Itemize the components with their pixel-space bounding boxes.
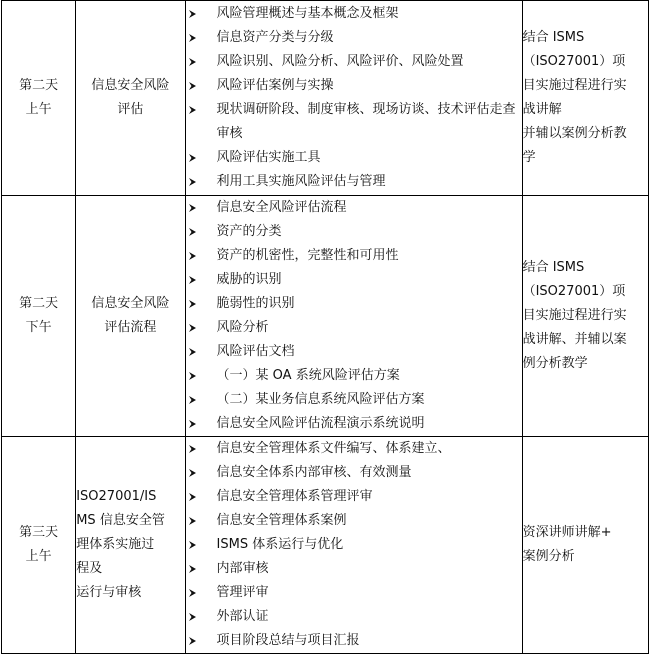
checkmark-arrow-icon — [186, 557, 200, 581]
list-item-text: 信息安全管理体系文件编写、体系建立、 — [216, 441, 451, 456]
list-item-text: 信息安全体系内部审核、有效测量 — [216, 465, 412, 480]
topic-line: 评估 — [117, 102, 144, 117]
method-line: 案例分析 — [522, 549, 575, 564]
list-item — [186, 196, 522, 220]
method-cell — [522, 196, 648, 437]
method-line: 目实施过程进行实 — [522, 308, 627, 323]
checkmark-arrow-icon — [186, 605, 200, 629]
list-item-text: 管理评审 — [216, 585, 269, 600]
list-item — [186, 605, 522, 629]
checkmark-arrow-icon — [186, 437, 200, 461]
list-item-text: 风险评估案例与实操 — [216, 78, 334, 93]
method-line: 并辅以案例分析教 — [522, 126, 627, 141]
list-item — [186, 509, 522, 533]
topic-cell — [76, 1, 185, 196]
method-line: （ISO27001）项 — [522, 54, 626, 69]
method-line: 战讲解、并辅以案 — [522, 332, 627, 347]
method-line: （ISO27001）项 — [522, 284, 626, 299]
checkmark-arrow-icon — [186, 388, 200, 412]
checkmark-arrow-icon — [186, 196, 200, 220]
list-item — [186, 146, 522, 170]
method-line: 学 — [522, 150, 536, 165]
method-line: 战讲解 — [522, 102, 562, 117]
list-item — [186, 340, 522, 364]
method-cell — [522, 437, 648, 654]
method-line: 结合 ISMS — [522, 30, 585, 45]
list-item — [186, 388, 522, 412]
topic-line: 评估流程 — [104, 320, 157, 335]
list-item-text: 威胁的识别 — [216, 272, 282, 287]
topic-line: ISO27001/IS — [76, 489, 157, 504]
list-item — [186, 629, 522, 653]
checkmark-arrow-icon — [186, 629, 200, 653]
list-item-text: 信息安全管理体系管理评审 — [216, 489, 373, 504]
checkmark-arrow-icon — [186, 50, 200, 74]
topic-line: 理体系实施过 — [76, 537, 155, 552]
list-item-text: （一）某 OA 系统风险评估方案 — [216, 368, 400, 383]
list-item — [186, 485, 522, 509]
checkmark-arrow-icon — [186, 170, 200, 194]
method-cell — [522, 1, 648, 196]
method-line: 资深讲师讲解+ — [522, 525, 612, 540]
list-item-text: 项目阶段总结与项目汇报 — [216, 633, 360, 648]
list-item-text: 风险管理概述与基本概念及框架 — [216, 6, 399, 21]
day-label: 第三天 — [19, 525, 59, 540]
checkmark-arrow-icon — [186, 412, 200, 436]
content-cell — [185, 1, 522, 196]
checkmark-arrow-icon — [186, 533, 200, 557]
list-item-text: 风险分析 — [216, 320, 269, 335]
day-label: 第二天 — [19, 296, 59, 311]
list-item — [186, 364, 522, 388]
list-item — [186, 74, 522, 98]
list-item-text: 信息安全风险评估流程演示系统说明 — [216, 416, 425, 431]
schedule-row-day3-am — [2, 437, 649, 654]
method-line: 结合 ISMS — [522, 260, 585, 275]
topic-cell — [76, 437, 185, 654]
checkmark-arrow-icon — [186, 220, 200, 244]
list-item — [186, 244, 522, 268]
list-item — [186, 557, 522, 581]
list-item-text: 现状调研阶段、制度审核、现场访谈、技术评估走查审核 — [216, 102, 516, 141]
method-line: 例分析教学 — [522, 356, 588, 371]
list-item — [186, 412, 522, 436]
list-item-text: ISMS 体系运行与优化 — [216, 537, 344, 552]
topic-line: 信息安全风险 — [91, 296, 170, 311]
list-item — [186, 316, 522, 340]
list-item — [186, 2, 522, 26]
list-item — [186, 220, 522, 244]
list-item-text: 风险评估文档 — [216, 344, 295, 359]
checkmark-arrow-icon — [186, 340, 200, 364]
checkmark-arrow-icon — [186, 509, 200, 533]
day-cell — [2, 1, 76, 196]
checkmark-arrow-icon — [186, 316, 200, 340]
schedule-row-day2-am — [2, 1, 649, 196]
checkmark-arrow-icon — [186, 581, 200, 605]
list-item — [186, 461, 522, 485]
checkmark-arrow-icon — [186, 485, 200, 509]
list-item-text: 风险评估实施工具 — [216, 150, 321, 165]
list-item — [186, 292, 522, 316]
training-schedule-table — [1, 0, 649, 654]
list-item — [186, 268, 522, 292]
list-item-text: 信息安全风险评估流程 — [216, 200, 347, 215]
list-item-text: 利用工具实施风险评估与管理 — [216, 174, 386, 189]
topic-line: MS 信息安全管 — [76, 513, 165, 528]
day-cell — [2, 196, 76, 437]
list-item-text: 内部审核 — [216, 561, 269, 576]
list-item-text: 资产的分类 — [216, 224, 282, 239]
list-item — [186, 26, 522, 50]
method-line: 目实施过程进行实 — [522, 78, 627, 93]
list-item — [186, 437, 522, 461]
list-item — [186, 50, 522, 74]
checkmark-arrow-icon — [186, 292, 200, 316]
topic-line: 程及 — [76, 561, 103, 576]
checkmark-arrow-icon — [186, 98, 200, 122]
topic-line: 信息安全风险 — [91, 78, 170, 93]
list-item — [186, 170, 522, 194]
schedule-row-day2-pm — [2, 196, 649, 437]
checkmark-arrow-icon — [186, 2, 200, 26]
checkmark-arrow-icon — [186, 146, 200, 170]
session-label: 上午 — [25, 549, 52, 564]
list-item-text: （二）某业务信息系统风险评估方案 — [216, 392, 425, 407]
list-item — [186, 98, 522, 146]
topic-line: 运行与审核 — [76, 585, 142, 600]
list-item-text: 信息资产分类与分级 — [216, 30, 334, 45]
topic-cell — [76, 196, 185, 437]
checkmark-arrow-icon — [186, 268, 200, 292]
day-label: 第二天 — [19, 78, 59, 93]
content-cell — [185, 437, 522, 654]
checkmark-arrow-icon — [186, 244, 200, 268]
list-item — [186, 533, 522, 557]
checkmark-arrow-icon — [186, 26, 200, 50]
list-item-text: 资产的机密性，完整性和可用性 — [216, 248, 399, 263]
content-cell — [185, 196, 522, 437]
day-cell — [2, 437, 76, 654]
content-list — [186, 437, 522, 653]
checkmark-arrow-icon — [186, 461, 200, 485]
content-list — [186, 196, 522, 436]
session-label: 上午 — [25, 102, 52, 117]
session-label: 下午 — [25, 320, 52, 335]
list-item-text: 风险识别、风险分析、风险评价、风险处置 — [216, 54, 464, 69]
list-item-text: 外部认证 — [216, 609, 269, 624]
list-item-text: 脆弱性的识别 — [216, 296, 295, 311]
list-item — [186, 581, 522, 605]
content-list — [186, 2, 522, 194]
checkmark-arrow-icon — [186, 364, 200, 388]
list-item-text: 信息安全管理体系案例 — [216, 513, 347, 528]
checkmark-arrow-icon — [186, 74, 200, 98]
